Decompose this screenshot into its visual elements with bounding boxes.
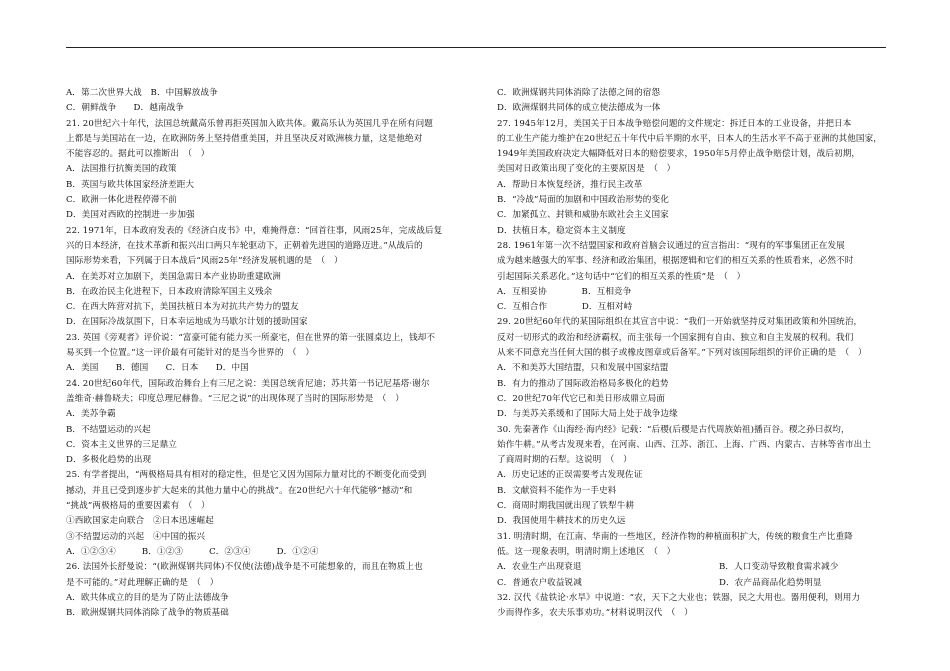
text-line: D．欧洲煤钢共同体的成立使法德成为一体 xyxy=(497,103,661,114)
text-line: ①西欧国家走向联合 ②日本迅速崛起 xyxy=(66,516,214,527)
text-line: 24. 20世纪60年代，国际政治舞台上有三尼之说：美国总统肯尼迪；苏共第一书记尼基塔·谢尔 xyxy=(66,378,430,389)
text-line: C．互相合作 D．互相对峙 xyxy=(497,302,633,313)
option-b: B．人口变动导致粮食需求减少 xyxy=(719,562,839,573)
option-c: C．普通农户收益锐减 xyxy=(497,577,582,588)
option-a: A．农业生产出现衰退 xyxy=(497,562,582,573)
text-line: A．法国推行抗衡美国的政策 xyxy=(66,164,177,175)
text-line: A．历史记述的正误需要考古发现佐证 xyxy=(497,470,643,481)
text-line: D．扶植日本，稳定资本主义制度 xyxy=(497,225,626,236)
text-line: 32. 汉代《盐铁论·水旱》中说道：“农，天下之大业也；铁器，民之大用也。器用便利，则用力 xyxy=(497,592,861,603)
question-31-options-row-2 xyxy=(497,576,889,591)
text-line: D．在国际冷战氛围下，日本幸运地成为马歇尔计划的援助国家 xyxy=(66,317,308,328)
text-line: 了商周时期的石犁。这说明 （ ） xyxy=(497,455,632,466)
text-line: D．与美苏关系缓和了国际大局上处于战争边缘 xyxy=(497,409,678,420)
text-line: 反对一切形式的政治和经济霸权，而主张每一个国家拥有自由、独立和自主发展的权利。我们 xyxy=(497,332,854,343)
left-column xyxy=(66,86,471,621)
text-line: C．朝鲜战争 D．越南战争 xyxy=(66,103,184,114)
text-line: B．英国与欧共体国家经济差距大 xyxy=(66,179,195,190)
text-line: “挑战”两极格局的重要因素有 （ ） xyxy=(66,501,210,512)
text-line: 美国对日政策出现了变化的主要原因是 （ ） xyxy=(497,164,676,175)
option-d: D．农产品商品化趋势明显 xyxy=(719,577,822,588)
text-line: A．不和美苏大国结盟，只和发展中国家结盟 xyxy=(497,363,669,374)
text-line: C．20世纪70年代它已和美日形成鼎立局面 xyxy=(497,393,666,404)
text-line: 低。这一现象表明，明清时期上述地区 （ ） xyxy=(497,546,676,557)
text-line: 28. 1961年第一次不结盟国家和政府首脑会议通过的宣言指出：“现有的军事集团正在发展 xyxy=(497,240,845,251)
text-line: B．文献资料不能作为一手史料 xyxy=(497,485,617,496)
text-line: 23. 英国《旁观者》评价说：“富豪可能有能力买一所豪宅，但在世界的第一张圆桌边上，钱却不 xyxy=(66,332,436,343)
text-line: B．有力的推动了国际政治格局多极化的趋势 xyxy=(497,378,669,389)
right-column xyxy=(497,86,889,621)
text-line: 兴的日本经济，在技术革新和振兴出口两只车轮驱动下，正朝着先进国的道路迈进。”从战后的 xyxy=(66,240,423,251)
question-31-options-row-1 xyxy=(497,560,889,575)
text-line: A．美国 B．德国 C．日本 D．中国 xyxy=(66,363,249,374)
text-line: D．我国使用牛耕技术的历史久远 xyxy=(497,516,626,527)
text-line: A．欧共体成立的目的是为了防止法德战争 xyxy=(66,592,229,603)
text-line: 30. 先秦著作《山海经·海内经》记载：“后稷(后稷是古代周族始祖)播百谷。稷之孙曰叔均， xyxy=(497,424,850,435)
text-line: 是不可能的。”对此理解正确的是 （ ） xyxy=(66,577,219,588)
text-line: D．多极化趋势的出现 xyxy=(66,455,152,466)
text-line: 29. 20世纪60年代的某国际组织在其宣言中说：“我们一开始就坚持反对集团政策和外国统治， xyxy=(497,317,863,328)
text-line: C．商周时期我国就出现了铁犁牛耕 xyxy=(497,501,635,512)
text-line: 26. 法国外长舒曼说：“(欧洲煤钢共同体)不仅使(法德)战争是不可能想象的，而且在物质上也 xyxy=(66,562,423,573)
text-line: C．资本主义世界的三足鼎立 xyxy=(66,439,178,450)
text-line: 始作牛耕。”从考古发现来看，在河南、山西、江苏、浙江、上海、广西、内蒙古、吉林等省市出土 xyxy=(497,439,872,450)
text-line: A．在美苏对立加剧下，美国急需日本产业协助重建欧洲 xyxy=(66,271,281,282)
text-line: 少而得作多，农夫乐事劝功。”材料说明汉代 （ ） xyxy=(497,608,693,619)
text-line: 上都是与美国站在一边，在欧洲防务上坚持借重美国，并且坚决反对欧洲核力量，这是他绝对 xyxy=(66,133,423,144)
text-line: 从来不同意充当任何大国的棋子或橡皮图章或后备军。”下列对该国际组织的评价正确的是 （ ） xyxy=(497,348,867,359)
text-line: A．美苏争霸 xyxy=(66,409,116,420)
text-line: A．第二次世界大战 B．中国解放战争 xyxy=(66,88,218,98)
text-line: B．在政治民主化进程下，日本政府清除军国主义残余 xyxy=(66,286,273,297)
text-line: 引起国际关系恶化。”这句话中“它们的相互关系的性质”是 （ ） xyxy=(497,271,746,282)
text-line: D．美国对西欧的控制进一步加强 xyxy=(66,210,195,221)
text-line: B．不结盟运动的兴起 xyxy=(66,424,151,435)
text-line: B．欧洲煤钢共同体消除了战争的物质基础 xyxy=(66,608,229,619)
text-line: B．“冷战”局面的加剧和中国政治形势的变化 xyxy=(497,195,669,206)
text-line: 21. 20世纪六十年代，法国总统戴高乐曾再拒英国加入欧共体。戴高乐认为英国几乎在所有问题 xyxy=(66,118,433,129)
text-line: 1949年美国政府决定大幅降低对日本的赔偿要求，1950年5月停止战争赔偿计划，战后初期， xyxy=(497,149,861,160)
text-line: 国际形势来看，下列属于日本战后“风雨25年”经济发展机遇的是 （ ） xyxy=(66,256,343,267)
text-line: A．互相妥协 B．互相竞争 xyxy=(497,286,632,297)
text-line: 易买到一个位置。”这一评价最有可能针对的是当今世界的 （ ） xyxy=(66,348,315,359)
text-line: A．①②③④ B．①②③ C．②③④ D．①②④ xyxy=(66,546,319,557)
text-line: 25. 有学者提出，“两极格局具有相对的稳定性，但是它又因为国际力量对比的不断变化而受到 xyxy=(66,470,427,481)
text-line: 22. 1971年，日本政府发表的《经济白皮书》中，难掩得意：“回首往事，风雨25年，完成战后复 xyxy=(66,225,443,236)
header-rule xyxy=(66,47,886,48)
text-line: C．加紧孤立、封锁和威胁东欧社会主义国家 xyxy=(497,210,669,221)
text-line: A．帮助日本恢复经济，推行民主改革 xyxy=(497,179,643,190)
text-line: C．在西大阵营对抗下，美国扶植日本为对抗共产势力的盟友 xyxy=(66,302,299,313)
text-line: 27. 1945年12月，美国关于日本战争赔偿问题的文件规定：拆迁日本的工业设备，并把日本 xyxy=(497,118,852,129)
text-line: 不能容忍的。据此可以推断出 （ ） xyxy=(66,149,210,160)
text-line: C．欧洲煤钢共同体消除了法德之间的宿怨 xyxy=(497,88,661,98)
text-line: 撼动，并且已受到逐步扩大起来的其他力量中心的挑战”。在20世纪六十年代能够“撼动”和 xyxy=(66,485,413,496)
text-line: 的工业生产能力维护在20世纪五十年代中后半期的水平，日本人的生活水平不高于亚洲的其他国家， xyxy=(497,133,882,144)
text-line: ③不结盟运动的兴起 ④中国的振兴 xyxy=(66,531,206,542)
text-line: 成为越来越强大的军事、经济和政治集团，根据逻辑和它们的相互关系的性质看来，必然不时 xyxy=(497,256,854,267)
text-line: 盖维奇·赫鲁晓夫；印度总理尼赫鲁。“三尼之说”的出现体现了当时的国际形势是 （ ） xyxy=(66,393,404,404)
text-line: 31. 明清时期，在江南、华南的一些地区，经济作物的种植面积扩大，传统的粮食生产比重降 xyxy=(497,531,853,542)
text-line: C．欧洲一体化进程停滞不前 xyxy=(66,195,178,206)
